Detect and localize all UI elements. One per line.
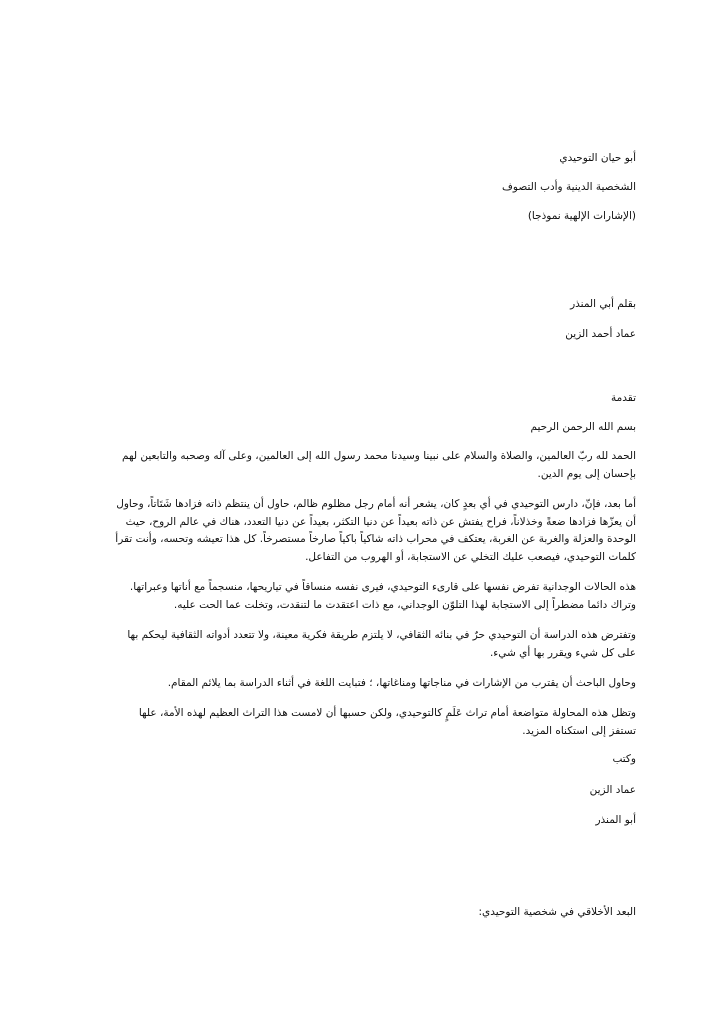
intro-paragraph-5: وحاول الباحث أن يقترب من الإشارات في مناجاتها ومناغاتها، ؛ فتبايت اللغة في أثناء الدراسة بما يلائم المقام. <box>167 677 636 689</box>
intro-heading: تقدمة <box>611 392 636 404</box>
section-heading: البعد الأخلاقي في شخصية التوحيدي: <box>478 906 636 918</box>
intro-paragraph-1: الحمد لله ربّ العالمين، والصلاة والسلام على نبينا وسيدنا محمد رسول الله إلى العالمين، وعلى آله وصحبه والتابعين لهم بإحسان إلى يوم الدين. <box>122 450 636 480</box>
byline-by: بقلم أبي المنذر <box>570 298 636 310</box>
byline-name: عماد أحمد الزين <box>565 328 636 340</box>
intro-paragraph-3: هذه الحالات الوجدانية تفرض نفسها على قارىء التوحيدي، فيرى نفسه منساقاً في تياريحها، منسجماً مع أناتها وعبراتها. وتراك دائما مضطراً إلى الاستجابة لهذا التلوّن الوجداني، مع ذات اعتقدت ما لتنقدت، وتخلت عما الحت عليه. <box>129 581 636 611</box>
intro-paragraph-2: أما بعد، فإنّ، دارس التوحيدي في أي بعدٍ كان، يشعر أنه أمام رجل مظلوم ظالم، حاول أن ينتظم ذاته فزادها شَتَاتاً، وحاول أن يعزّها فزادها ضعةً وخذلاناً، فراح يفتش عن ذاته بعيداً عن دنيا التكثر، بعيداً عن دنيا التعدد، هناك في عالم الروح، حيث الوحدة والعزلة والغربة عن الغربة، يعتكف في محراب ذاته شاكياً باكياً صارخاً مستصرخاً. كل هذا تعيشه وتحسه، وأنت تقرأ كلمات التوحيدي، فيصعب عليك التخلي عن الاستجابة، أو الهروب من التفاعل. <box>115 498 636 563</box>
signature-name: عماد الزين <box>589 784 636 796</box>
intro-paragraph-6: وتظل هذه المحاولة متواضعة أمام تراث عَلَمٍ كالتوحيدي، ولكن حسبها أن لامست هذا التراث العظيم لهذه الأمة، علها تستفز إلى استكناه المزيد. <box>138 707 636 737</box>
basmala: بسم الله الرحمن الرحيم <box>530 421 636 433</box>
book-subtitle: (الإشارات الإلهية نموذجا) <box>527 210 636 222</box>
signature-kunya: أبو المنذر <box>595 814 636 826</box>
closing-label: وكتب <box>612 753 636 765</box>
intro-paragraph-4: وتفترض هذه الدراسة أن التوحيدي حرٌ في بنائه الثقافي، لا يلتزم طريقة فكرية معينة، ولا تتعدد أدواته الثقافية ليحكم بها على كل شيء ويقرر بها أي شيء. <box>127 629 636 659</box>
book-subject: الشخصية الدينية وأدب التصوف <box>502 181 636 193</box>
author-name: أبو حيان التوحيدي <box>559 152 636 164</box>
